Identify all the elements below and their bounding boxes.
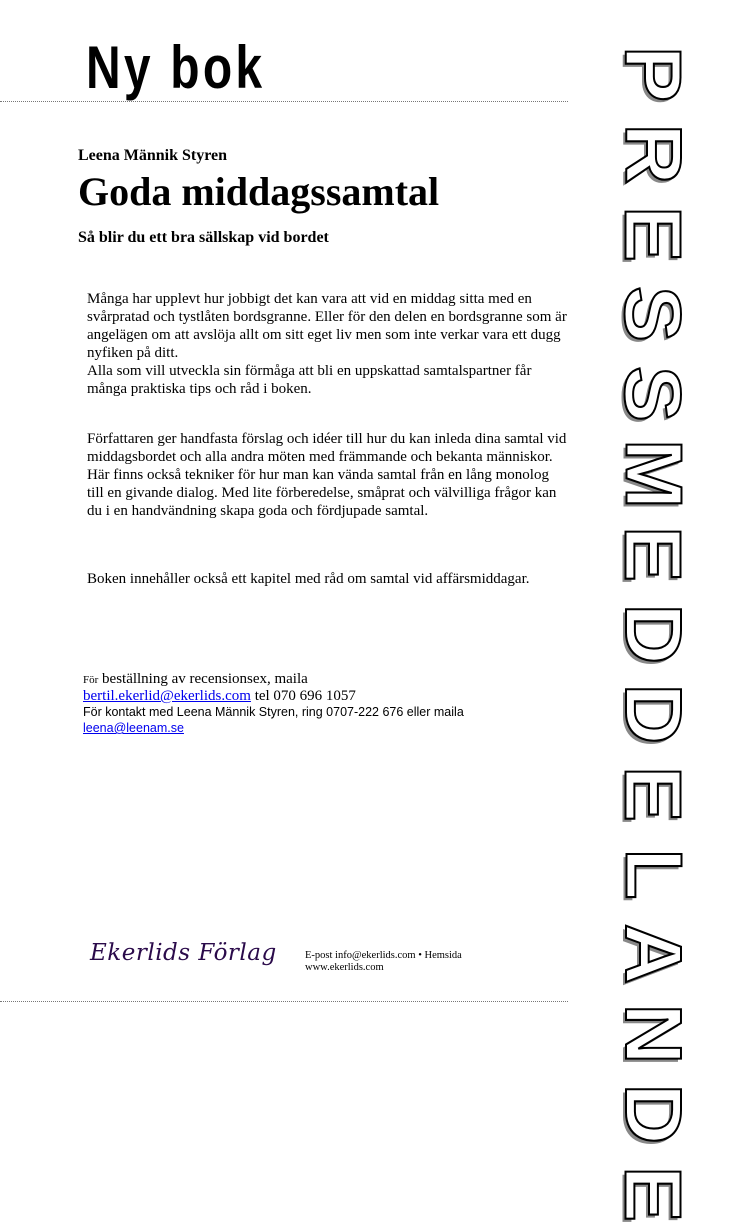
body-paragraph-2: Författaren ger handfasta förslag och idéer till hur du kan inleda dina samtal vid middagsbordet och alla andra möten med främmande och bekanta människor. Här finns också tekniker för hur man kan vända samtal från en lång monolog till en givande dialog. Med lite förberedelse, småprat och välvilliga frågor kan du i en handvändning skapa goda och fördjupade samtal.: [87, 431, 567, 519]
vertical-letter: D: [609, 1083, 698, 1145]
vertical-letter: S: [608, 365, 698, 423]
vertical-letter: A: [609, 923, 698, 985]
vertical-letter: E: [608, 765, 698, 823]
footer-info-line-2: www.ekerlids.com: [305, 962, 384, 973]
vertical-letter: E: [608, 1165, 698, 1222]
header-title: Ny bok: [86, 34, 266, 101]
author-name: Leena Männik Styren: [78, 147, 228, 164]
body-paragraph-3: Boken innehåller också ett kapitel med råd om samtal vid affärsmiddagar.: [87, 571, 530, 587]
publisher-logo: Ekerlids Förlag: [90, 940, 277, 966]
vertical-letter: L: [609, 848, 698, 900]
contact-line-author: För kontakt med Leena Männik Styren, ring 0707-222 676 eller maila: [83, 705, 464, 719]
vertical-letter: D: [609, 683, 698, 745]
pressmeddelande-vertical-title: [588, 34, 718, 1222]
contact-info: [83, 671, 563, 736]
body-paragraph-1: Många har upplevt hur jobbigt det kan vara att vid en middag sitta med en svårpratad och tystlåten bordsgranne. Eller för den delen en bordsgranne som är angelägen om att avslöja allt om sitt eget liv men som inte verkar vara ett dugg nyfiken på ditt. Alla som vill utveckla sin förmåga att bli en uppskattad samtalspartner får många praktiska tips och råd i boken.: [87, 291, 567, 397]
vertical-letter: R: [609, 123, 698, 185]
vertical-letter: D: [609, 603, 698, 665]
vertical-letter: P: [608, 45, 698, 103]
contact-phone: tel 070 696 1057: [250, 688, 356, 704]
top-divider: [0, 101, 568, 102]
contact-line-order: [83, 671, 563, 688]
vertical-letter: E: [608, 205, 698, 263]
footer-info-line-1: E-post info@ekerlids.com • Hemsida: [305, 950, 462, 961]
contact-line-email: [83, 688, 563, 704]
vertical-letter: N: [609, 1003, 698, 1065]
contact-order-text: beställning av recensionsex, maila: [98, 671, 308, 687]
book-title: Goda middagssamtal: [78, 169, 440, 214]
footer-info: [305, 950, 462, 974]
vertical-letter: M: [608, 439, 698, 509]
contact-prefix: För: [83, 674, 99, 686]
contact-line-author-email: [83, 720, 563, 736]
vertical-letter: S: [608, 285, 698, 343]
vertical-letter: E: [608, 525, 698, 583]
book-subtitle: Så blir du ett bra sällskap vid bordet: [78, 229, 329, 246]
email-link-leena[interactable]: leena@leenam.se: [83, 721, 184, 735]
bottom-divider: [0, 1001, 568, 1002]
email-link-bertil[interactable]: bertil.ekerlid@ekerlids.com: [83, 688, 251, 704]
